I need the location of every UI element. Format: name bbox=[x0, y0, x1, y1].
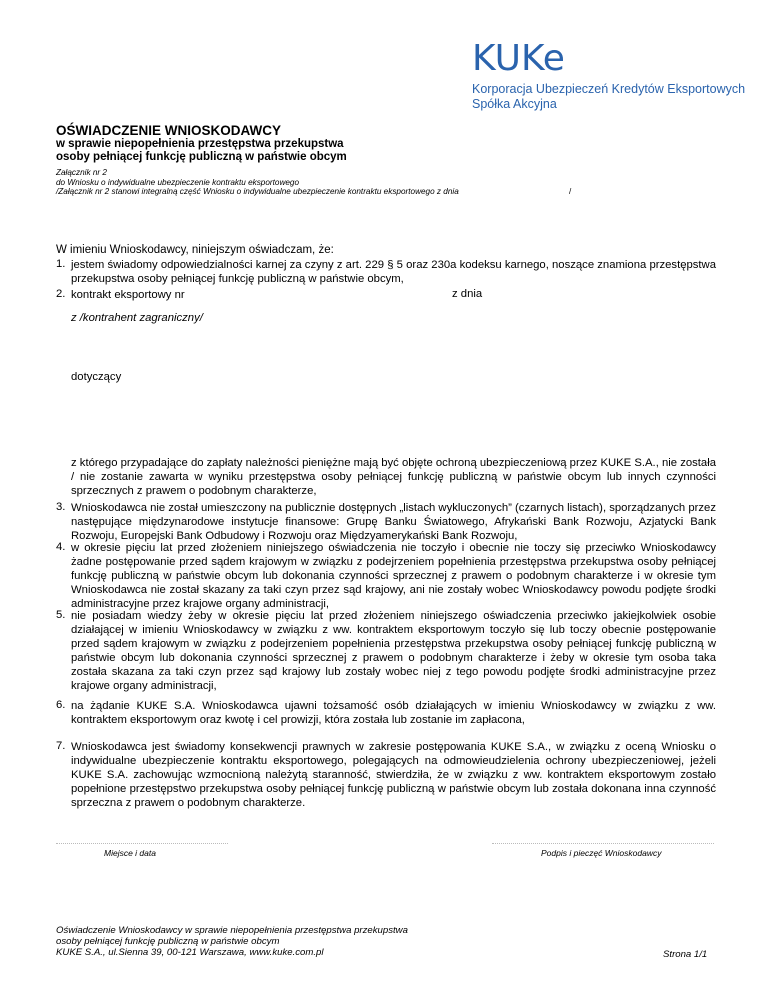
place-date-label: Miejsce i data bbox=[104, 848, 156, 858]
item-number-6: 6. bbox=[56, 699, 66, 711]
item-text-7: Wnioskodawca jest świadomy konsekwencji prawnych w zakresie postępowania KUKE S.A., w związku z oceną Wniosku o indywidualne ubezpieczenie kontraktu eksportowego, polegających na odmowieudzielenia ochrony ubezpieczeniowej, jeżeli KUKE S.A. zachowując wzmocnioną należytą staranność, stwierdziła, że w związku z ww. kontraktem eksportowym zostało popełnione przestępstwo przekupstwa osoby pełniącej funkcję publiczną w państwie obcym lub została dokonana inna czynność sprzeczna z prawem o podobnym charakterze. bbox=[71, 741, 716, 809]
signature-label: Podpis i pieczęć Wnioskodawcy bbox=[541, 848, 662, 858]
item-text-3: Wnioskodawca nie został umieszczony na publicznie dostępnych „listach wykluczonych” (czarnych listach), sporządzanych przez następujące międzynarodowe instytucje finansowe: Grupę Banku Światowego, Afrykański Bank Rozwoju, Azjatycki Bank Rozwoju, Europejski Bank Odbudowy i Rozwoju oraz Międzyamerykański Bank Rozwoju, bbox=[71, 502, 716, 542]
signature-line bbox=[492, 843, 714, 844]
annex-line1: Załącznik nr 2 bbox=[56, 168, 107, 177]
item-text-5: nie posiadam wiedzy żeby w okresie pięciu lat przed złożeniem niniejszego oświadczenia przeciwko jakiejkolwiek osobie działającej w imieniu Wnioskodawcy w związku z ww. kontraktem eksportowym toczyło się lub toczy obecnie postępowanie przed sądem krajowym w związku z podejrzeniem popełnienia przestępstwa przekupstwa osoby pełniącej funkcję publiczną w państwie obcym lub dokonania czynności sprzecznej z prawem o podobnym charakterze i żeby w okresie tym osoba taka została skazana za taki czyn przez sąd krajowy lub zostały wobec niej z tego powodu podjęte środki administracyjne przez krajowe organy administracji, bbox=[71, 610, 716, 692]
footer-line2: osoby pełniącej funkcję publiczną w państwie obcym bbox=[56, 936, 280, 947]
intro-statement: W imieniu Wnioskodawcy, niniejszym oświadczam, że: bbox=[56, 244, 334, 256]
page-footer bbox=[56, 925, 476, 958]
place-date-line bbox=[56, 843, 228, 844]
company-name bbox=[472, 82, 745, 112]
subtitle-line2: osoby pełniącej funkcję publiczną w państwie obcym bbox=[56, 151, 347, 163]
item-number-3: 3. bbox=[56, 501, 66, 513]
annex-note bbox=[56, 168, 716, 197]
contract-date-label: z dnia bbox=[452, 288, 483, 300]
annex-line2: do Wniosku o indywidualne ubezpieczenie kontraktu eksportowego bbox=[56, 177, 300, 187]
foreign-contractor-label: z /kontrahent zagraniczny/ bbox=[71, 312, 203, 324]
company-name-line2: Spółka Akcyjna bbox=[472, 97, 557, 111]
kuke-logo: KUKe bbox=[472, 38, 565, 79]
annex-line3: /Załącznik nr 2 stanowi integralną część Wniosku o indywidualne ubezpieczenie kontraktu eksportowego z dnia bbox=[56, 187, 459, 196]
item-text-2: kontrakt eksportowy nr bbox=[71, 289, 185, 301]
document-subtitle bbox=[56, 138, 476, 164]
footer-line1: Oświadczenie Wnioskodawcy w sprawie niepopełnienia przestępstwa przekupstwa bbox=[56, 925, 408, 936]
document-title: OŚWIADCZENIE WNIOSKODAWCY bbox=[56, 123, 281, 138]
item-number-4: 4. bbox=[56, 541, 66, 553]
item-number-2: 2. bbox=[56, 288, 66, 300]
item-number-1: 1. bbox=[56, 258, 66, 270]
footer-line3: KUKE S.A., ul.Sienna 39, 00-121 Warszawa, www.kuke.com.pl bbox=[56, 947, 324, 958]
item-text-4: w okresie pięciu lat przed złożeniem niniejszego oświadczenia nie toczyło i obecnie nie toczy się przeciwko Wnioskodawcy żadne postępowanie przed sądem krajowym w związku z podejrzeniem popełnienia przestępstwa przekupstwa osoby pełniącej funkcję publiczną w państwie obcym lub dokonania czynności sprzecznej z prawem o podobnym charakterze i w okresie tym Wnioskodawca nie został skazany za taki czyn przez sąd krajowy, ani nie zostały wobec Wnioskodawcy powodu podjęte środki administracyjne przez krajowe organy administracji, bbox=[71, 542, 716, 610]
item-text-6: na żądanie KUKE S.A. Wnioskodawca ujawni tożsamość osób działających w imieniu Wnioskodawcy w związku z ww. kontraktem eksportowym oraz kwotę i cel prowizji, która została lub zostanie im zapłacona, bbox=[71, 700, 716, 726]
item-text-2-continued: z którego przypadające do zapłaty należności pieniężne mają być objęte ochroną ubezpieczeniową przez KUKE S.A., nie została / nie zostanie zawarta w wyniku przestępstwa osoby pełniącej funkcję publiczną w państwie obcym lub innych czynności sprzecznych z prawem o podobnym charakterze, bbox=[71, 457, 716, 497]
annex-date-slash: / bbox=[569, 187, 572, 196]
company-name-line1: Korporacja Ubezpieczeń Kredytów Eksportowych bbox=[472, 82, 746, 96]
subtitle-line1: w sprawie niepopełnienia przestępstwa przekupstwa bbox=[56, 138, 344, 150]
item-number-7: 7. bbox=[56, 740, 66, 752]
page-number: Strona 1/1 bbox=[663, 949, 708, 960]
item-number-5: 5. bbox=[56, 609, 66, 621]
regarding-label: dotyczący bbox=[71, 371, 122, 383]
item-text-1: jestem świadomy odpowiedzialności karnej za czyny z art. 229 § 5 oraz 230a kodeksu karnego, noszące znamiona przestępstwa przekupstwa osoby pełniącej funkcję publiczną w państwie obcym, bbox=[71, 259, 716, 285]
